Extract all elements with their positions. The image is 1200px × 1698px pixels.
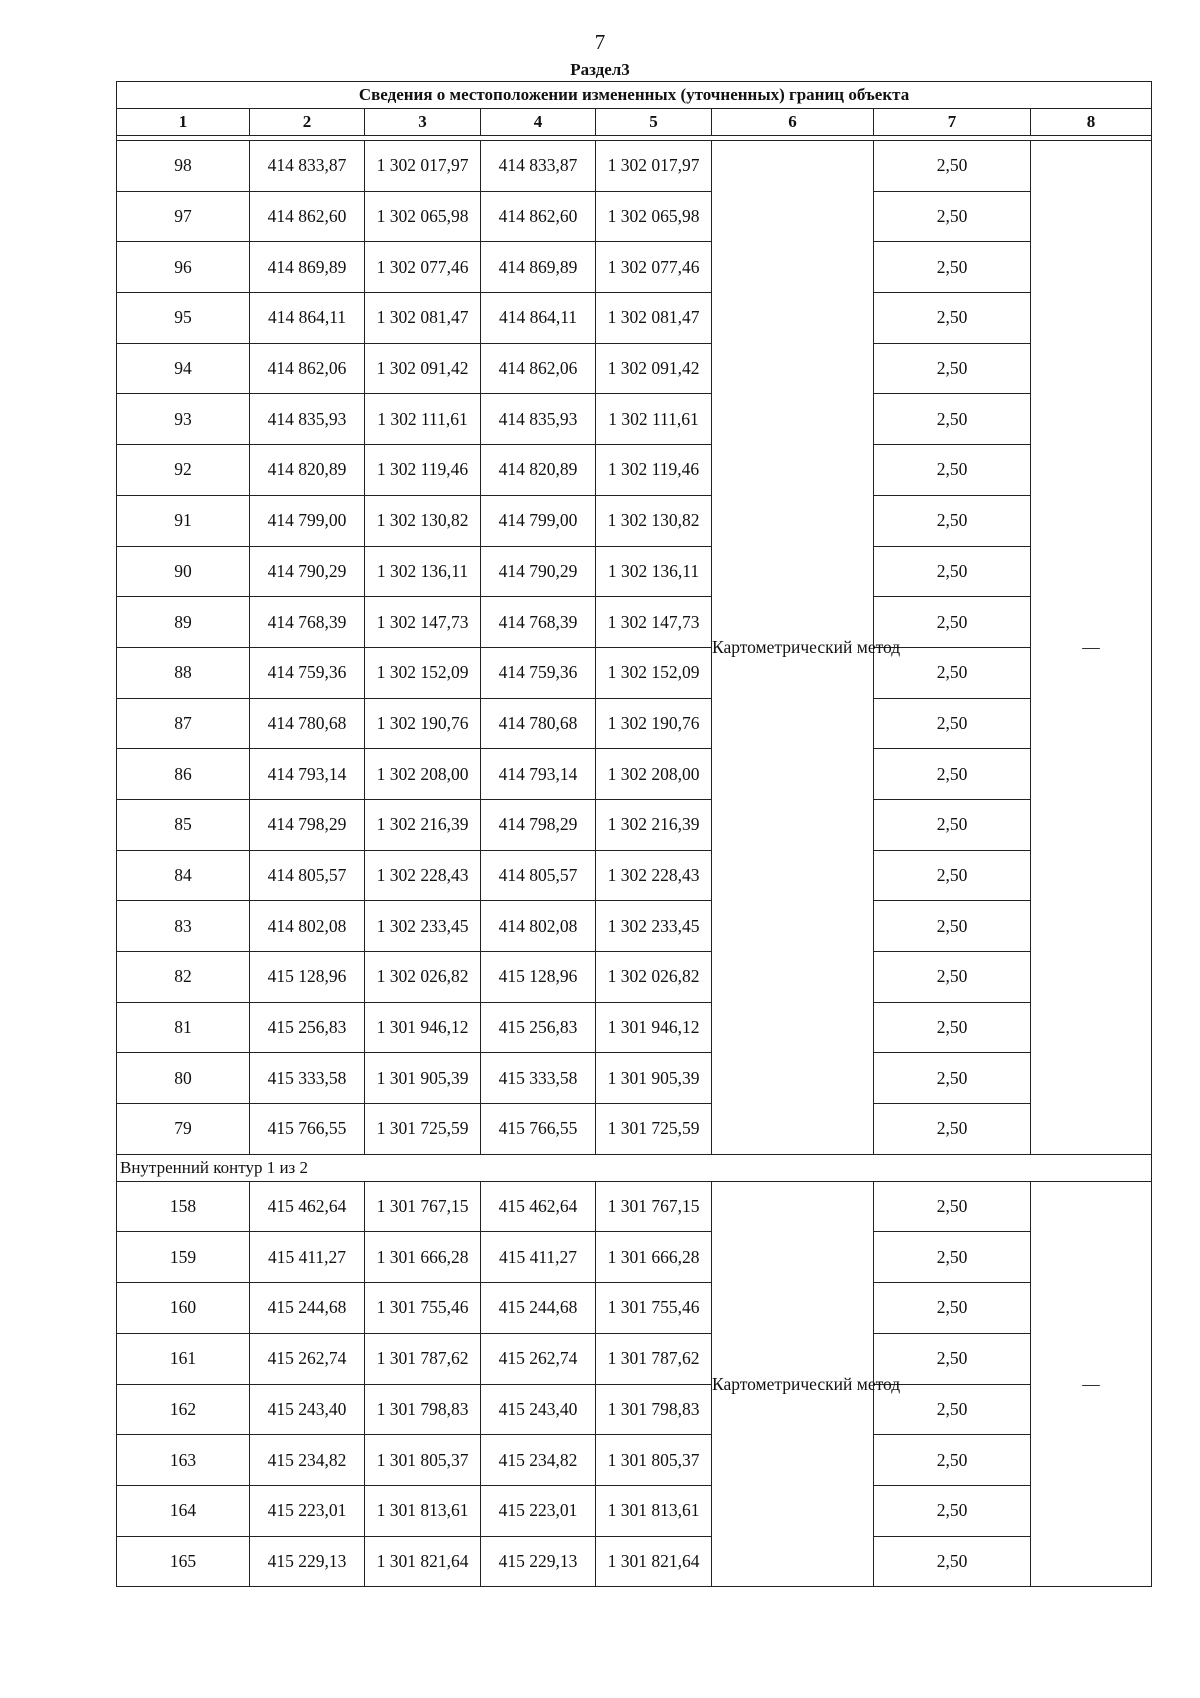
x-existing-cell: 414 799,00 (250, 495, 365, 546)
y-existing-cell: 1 302 026,82 (365, 952, 481, 1003)
y-existing-cell: 1 302 091,42 (365, 343, 481, 394)
y-new-cell: 1 302 119,46 (596, 445, 712, 496)
accuracy-cell: 2,50 (874, 141, 1031, 192)
point-number-cell: 160 (117, 1283, 250, 1334)
table-row (117, 495, 1152, 546)
point-number-cell: 95 (117, 293, 250, 344)
accuracy-cell: 2,50 (874, 647, 1031, 698)
x-new-cell: 415 229,13 (481, 1536, 596, 1587)
y-existing-cell: 1 302 136,11 (365, 546, 481, 597)
accuracy-cell: 2,50 (874, 1536, 1031, 1587)
point-number-cell: 161 (117, 1333, 250, 1384)
table-row (117, 1485, 1152, 1536)
x-existing-cell: 414 805,57 (250, 850, 365, 901)
point-number-cell: 86 (117, 749, 250, 800)
y-existing-cell: 1 301 725,59 (365, 1104, 481, 1155)
table-row (117, 1104, 1152, 1155)
y-existing-cell: 1 301 755,46 (365, 1283, 481, 1334)
x-existing-cell: 415 243,40 (250, 1384, 365, 1435)
x-existing-cell: 415 256,83 (250, 1002, 365, 1053)
x-new-cell: 414 820,89 (481, 445, 596, 496)
y-existing-cell: 1 302 190,76 (365, 698, 481, 749)
y-new-cell: 1 301 725,59 (596, 1104, 712, 1155)
y-existing-cell: 1 301 821,64 (365, 1536, 481, 1587)
boundary-coordinates-table (116, 81, 1152, 1587)
y-existing-cell: 1 302 017,97 (365, 141, 481, 192)
x-existing-cell: 415 229,13 (250, 1536, 365, 1587)
point-number-cell: 85 (117, 799, 250, 850)
table-row (117, 1435, 1152, 1486)
column-header: 5 (596, 109, 712, 136)
table-row (117, 647, 1152, 698)
accuracy-cell: 2,50 (874, 495, 1031, 546)
table-row (117, 850, 1152, 901)
x-new-cell: 415 243,40 (481, 1384, 596, 1435)
table-row (117, 1232, 1152, 1283)
x-new-cell: 414 799,00 (481, 495, 596, 546)
accuracy-cell: 2,50 (874, 293, 1031, 344)
y-new-cell: 1 302 216,39 (596, 799, 712, 850)
accuracy-cell: 2,50 (874, 242, 1031, 293)
x-existing-cell: 414 780,68 (250, 698, 365, 749)
point-number-cell: 159 (117, 1232, 250, 1283)
accuracy-cell: 2,50 (874, 799, 1031, 850)
x-new-cell: 415 766,55 (481, 1104, 596, 1155)
x-new-cell: 414 793,14 (481, 749, 596, 800)
y-new-cell: 1 302 152,09 (596, 647, 712, 698)
y-new-cell: 1 302 026,82 (596, 952, 712, 1003)
y-new-cell: 1 302 017,97 (596, 141, 712, 192)
y-existing-cell: 1 302 228,43 (365, 850, 481, 901)
accuracy-cell: 2,50 (874, 394, 1031, 445)
column-header: 3 (365, 109, 481, 136)
x-new-cell: 415 333,58 (481, 1053, 596, 1104)
x-existing-cell: 414 820,89 (250, 445, 365, 496)
y-new-cell: 1 302 077,46 (596, 242, 712, 293)
accuracy-cell: 2,50 (874, 1283, 1031, 1334)
x-new-cell: 414 862,60 (481, 191, 596, 242)
accuracy-cell: 2,50 (874, 191, 1031, 242)
x-new-cell: 414 864,11 (481, 293, 596, 344)
point-number-cell: 90 (117, 546, 250, 597)
y-existing-cell: 1 302 208,00 (365, 749, 481, 800)
accuracy-cell: 2,50 (874, 749, 1031, 800)
y-new-cell: 1 301 787,62 (596, 1333, 712, 1384)
point-number-cell: 81 (117, 1002, 250, 1053)
point-number-cell: 87 (117, 698, 250, 749)
page-number: 7 (594, 30, 606, 54)
column-8-cell: — (1031, 1181, 1152, 1587)
x-new-cell: 415 223,01 (481, 1485, 596, 1536)
point-number-cell: 162 (117, 1384, 250, 1435)
table-row (117, 445, 1152, 496)
accuracy-cell: 2,50 (874, 901, 1031, 952)
x-existing-cell: 414 768,39 (250, 597, 365, 648)
x-existing-cell: 414 869,89 (250, 242, 365, 293)
x-existing-cell: 414 802,08 (250, 901, 365, 952)
table-row (117, 1283, 1152, 1334)
x-new-cell: 414 759,36 (481, 647, 596, 698)
y-new-cell: 1 302 065,98 (596, 191, 712, 242)
table-row (117, 1384, 1152, 1435)
y-existing-cell: 1 301 787,62 (365, 1333, 481, 1384)
y-existing-cell: 1 301 905,39 (365, 1053, 481, 1104)
y-new-cell: 1 301 946,12 (596, 1002, 712, 1053)
x-existing-cell: 415 128,96 (250, 952, 365, 1003)
x-existing-cell: 415 262,74 (250, 1333, 365, 1384)
table-row (117, 952, 1152, 1003)
x-existing-cell: 415 244,68 (250, 1283, 365, 1334)
point-number-cell: 94 (117, 343, 250, 394)
x-existing-cell: 414 793,14 (250, 749, 365, 800)
x-new-cell: 414 833,87 (481, 141, 596, 192)
column-header: 4 (481, 109, 596, 136)
x-existing-cell: 414 862,06 (250, 343, 365, 394)
column-8-cell: — (1031, 141, 1152, 1155)
x-existing-cell: 414 798,29 (250, 799, 365, 850)
table-row (117, 1002, 1152, 1053)
table-row (117, 242, 1152, 293)
point-number-cell: 84 (117, 850, 250, 901)
contour-subheader-row (117, 1154, 1152, 1181)
column-header: 2 (250, 109, 365, 136)
accuracy-cell: 2,50 (874, 1435, 1031, 1486)
y-new-cell: 1 302 147,73 (596, 597, 712, 648)
x-new-cell: 415 462,64 (481, 1181, 596, 1232)
y-new-cell: 1 301 767,15 (596, 1181, 712, 1232)
point-number-cell: 97 (117, 191, 250, 242)
accuracy-cell: 2,50 (874, 445, 1031, 496)
x-existing-cell: 414 862,60 (250, 191, 365, 242)
y-existing-cell: 1 302 130,82 (365, 495, 481, 546)
point-number-cell: 91 (117, 495, 250, 546)
y-new-cell: 1 302 081,47 (596, 293, 712, 344)
x-new-cell: 415 244,68 (481, 1283, 596, 1334)
accuracy-cell: 2,50 (874, 1181, 1031, 1232)
y-existing-cell: 1 301 805,37 (365, 1435, 481, 1486)
column-header: 6 (712, 109, 874, 136)
point-number-cell: 98 (117, 141, 250, 192)
y-existing-cell: 1 302 216,39 (365, 799, 481, 850)
x-existing-cell: 415 766,55 (250, 1104, 365, 1155)
y-existing-cell: 1 302 065,98 (365, 191, 481, 242)
point-number-cell: 82 (117, 952, 250, 1003)
point-number-cell: 93 (117, 394, 250, 445)
y-existing-cell: 1 301 666,28 (365, 1232, 481, 1283)
table-row (117, 698, 1152, 749)
point-number-cell: 89 (117, 597, 250, 648)
accuracy-cell: 2,50 (874, 1232, 1031, 1283)
accuracy-cell: 2,50 (874, 546, 1031, 597)
table-row (117, 799, 1152, 850)
point-number-cell: 164 (117, 1485, 250, 1536)
x-new-cell: 414 869,89 (481, 242, 596, 293)
column-header: 7 (874, 109, 1031, 136)
y-existing-cell: 1 301 767,15 (365, 1181, 481, 1232)
y-existing-cell: 1 301 798,83 (365, 1384, 481, 1435)
point-number-cell: 80 (117, 1053, 250, 1104)
accuracy-cell: 2,50 (874, 1333, 1031, 1384)
y-new-cell: 1 301 813,61 (596, 1485, 712, 1536)
accuracy-cell: 2,50 (874, 1002, 1031, 1053)
accuracy-cell: 2,50 (874, 850, 1031, 901)
y-new-cell: 1 301 905,39 (596, 1053, 712, 1104)
y-existing-cell: 1 302 152,09 (365, 647, 481, 698)
accuracy-cell: 2,50 (874, 1485, 1031, 1536)
x-existing-cell: 415 462,64 (250, 1181, 365, 1232)
point-number-cell: 92 (117, 445, 250, 496)
x-new-cell: 414 835,93 (481, 394, 596, 445)
point-number-cell: 83 (117, 901, 250, 952)
x-new-cell: 414 805,57 (481, 850, 596, 901)
method-cell: Картометрический метод (712, 1181, 874, 1587)
table-row (117, 191, 1152, 242)
y-new-cell: 1 302 130,82 (596, 495, 712, 546)
y-existing-cell: 1 302 147,73 (365, 597, 481, 648)
x-existing-cell: 415 411,27 (250, 1232, 365, 1283)
x-existing-cell: 414 835,93 (250, 394, 365, 445)
table-row (117, 1333, 1152, 1384)
table-row (117, 1053, 1152, 1104)
y-existing-cell: 1 302 119,46 (365, 445, 481, 496)
x-new-cell: 415 234,82 (481, 1435, 596, 1486)
table-row (117, 293, 1152, 344)
point-number-cell: 165 (117, 1536, 250, 1587)
table-row (117, 546, 1152, 597)
accuracy-cell: 2,50 (874, 1384, 1031, 1435)
table-row (117, 597, 1152, 648)
x-new-cell: 415 128,96 (481, 952, 596, 1003)
accuracy-cell: 2,50 (874, 1104, 1031, 1155)
x-existing-cell: 414 864,11 (250, 293, 365, 344)
y-existing-cell: 1 302 233,45 (365, 901, 481, 952)
x-new-cell: 415 411,27 (481, 1232, 596, 1283)
x-existing-cell: 415 223,01 (250, 1485, 365, 1536)
x-new-cell: 414 780,68 (481, 698, 596, 749)
x-new-cell: 414 802,08 (481, 901, 596, 952)
accuracy-cell: 2,50 (874, 1053, 1031, 1104)
y-existing-cell: 1 302 077,46 (365, 242, 481, 293)
table-row (117, 343, 1152, 394)
table-row (117, 141, 1152, 192)
point-number-cell: 79 (117, 1104, 250, 1155)
y-new-cell: 1 301 755,46 (596, 1283, 712, 1334)
accuracy-cell: 2,50 (874, 343, 1031, 394)
column-header: 8 (1031, 109, 1152, 136)
table-row (117, 901, 1152, 952)
y-existing-cell: 1 301 946,12 (365, 1002, 481, 1053)
table-row (117, 1181, 1152, 1232)
y-new-cell: 1 301 805,37 (596, 1435, 712, 1486)
x-existing-cell: 415 234,82 (250, 1435, 365, 1486)
y-new-cell: 1 302 111,61 (596, 394, 712, 445)
y-new-cell: 1 301 798,83 (596, 1384, 712, 1435)
y-existing-cell: 1 302 111,61 (365, 394, 481, 445)
x-existing-cell: 414 833,87 (250, 141, 365, 192)
y-existing-cell: 1 301 813,61 (365, 1485, 481, 1536)
x-existing-cell: 414 759,36 (250, 647, 365, 698)
y-new-cell: 1 302 228,43 (596, 850, 712, 901)
contour-subheader: Внутренний контур 1 из 2 (117, 1154, 1152, 1181)
y-new-cell: 1 302 208,00 (596, 749, 712, 800)
accuracy-cell: 2,50 (874, 952, 1031, 1003)
x-new-cell: 414 790,29 (481, 546, 596, 597)
point-number-cell: 88 (117, 647, 250, 698)
x-new-cell: 414 798,29 (481, 799, 596, 850)
y-new-cell: 1 301 821,64 (596, 1536, 712, 1587)
x-new-cell: 415 262,74 (481, 1333, 596, 1384)
y-new-cell: 1 302 190,76 (596, 698, 712, 749)
point-number-cell: 163 (117, 1435, 250, 1486)
x-new-cell: 415 256,83 (481, 1002, 596, 1053)
table-caption-row (117, 82, 1152, 109)
accuracy-cell: 2,50 (874, 597, 1031, 648)
point-number-cell: 158 (117, 1181, 250, 1232)
table-row (117, 394, 1152, 445)
point-number-cell: 96 (117, 242, 250, 293)
table-row (117, 749, 1152, 800)
x-new-cell: 414 768,39 (481, 597, 596, 648)
method-cell: Картометрический метод (712, 141, 874, 1155)
y-new-cell: 1 302 091,42 (596, 343, 712, 394)
column-header: 1 (117, 109, 250, 136)
section-title: Раздел3 (570, 60, 630, 79)
y-new-cell: 1 301 666,28 (596, 1232, 712, 1283)
column-number-row (117, 109, 1152, 136)
table-caption: Сведения о местоположении измененных (уточненных) границ объекта (117, 82, 1152, 109)
table-row (117, 1536, 1152, 1587)
x-existing-cell: 415 333,58 (250, 1053, 365, 1104)
y-new-cell: 1 302 233,45 (596, 901, 712, 952)
y-existing-cell: 1 302 081,47 (365, 293, 481, 344)
x-new-cell: 414 862,06 (481, 343, 596, 394)
y-new-cell: 1 302 136,11 (596, 546, 712, 597)
x-existing-cell: 414 790,29 (250, 546, 365, 597)
accuracy-cell: 2,50 (874, 698, 1031, 749)
